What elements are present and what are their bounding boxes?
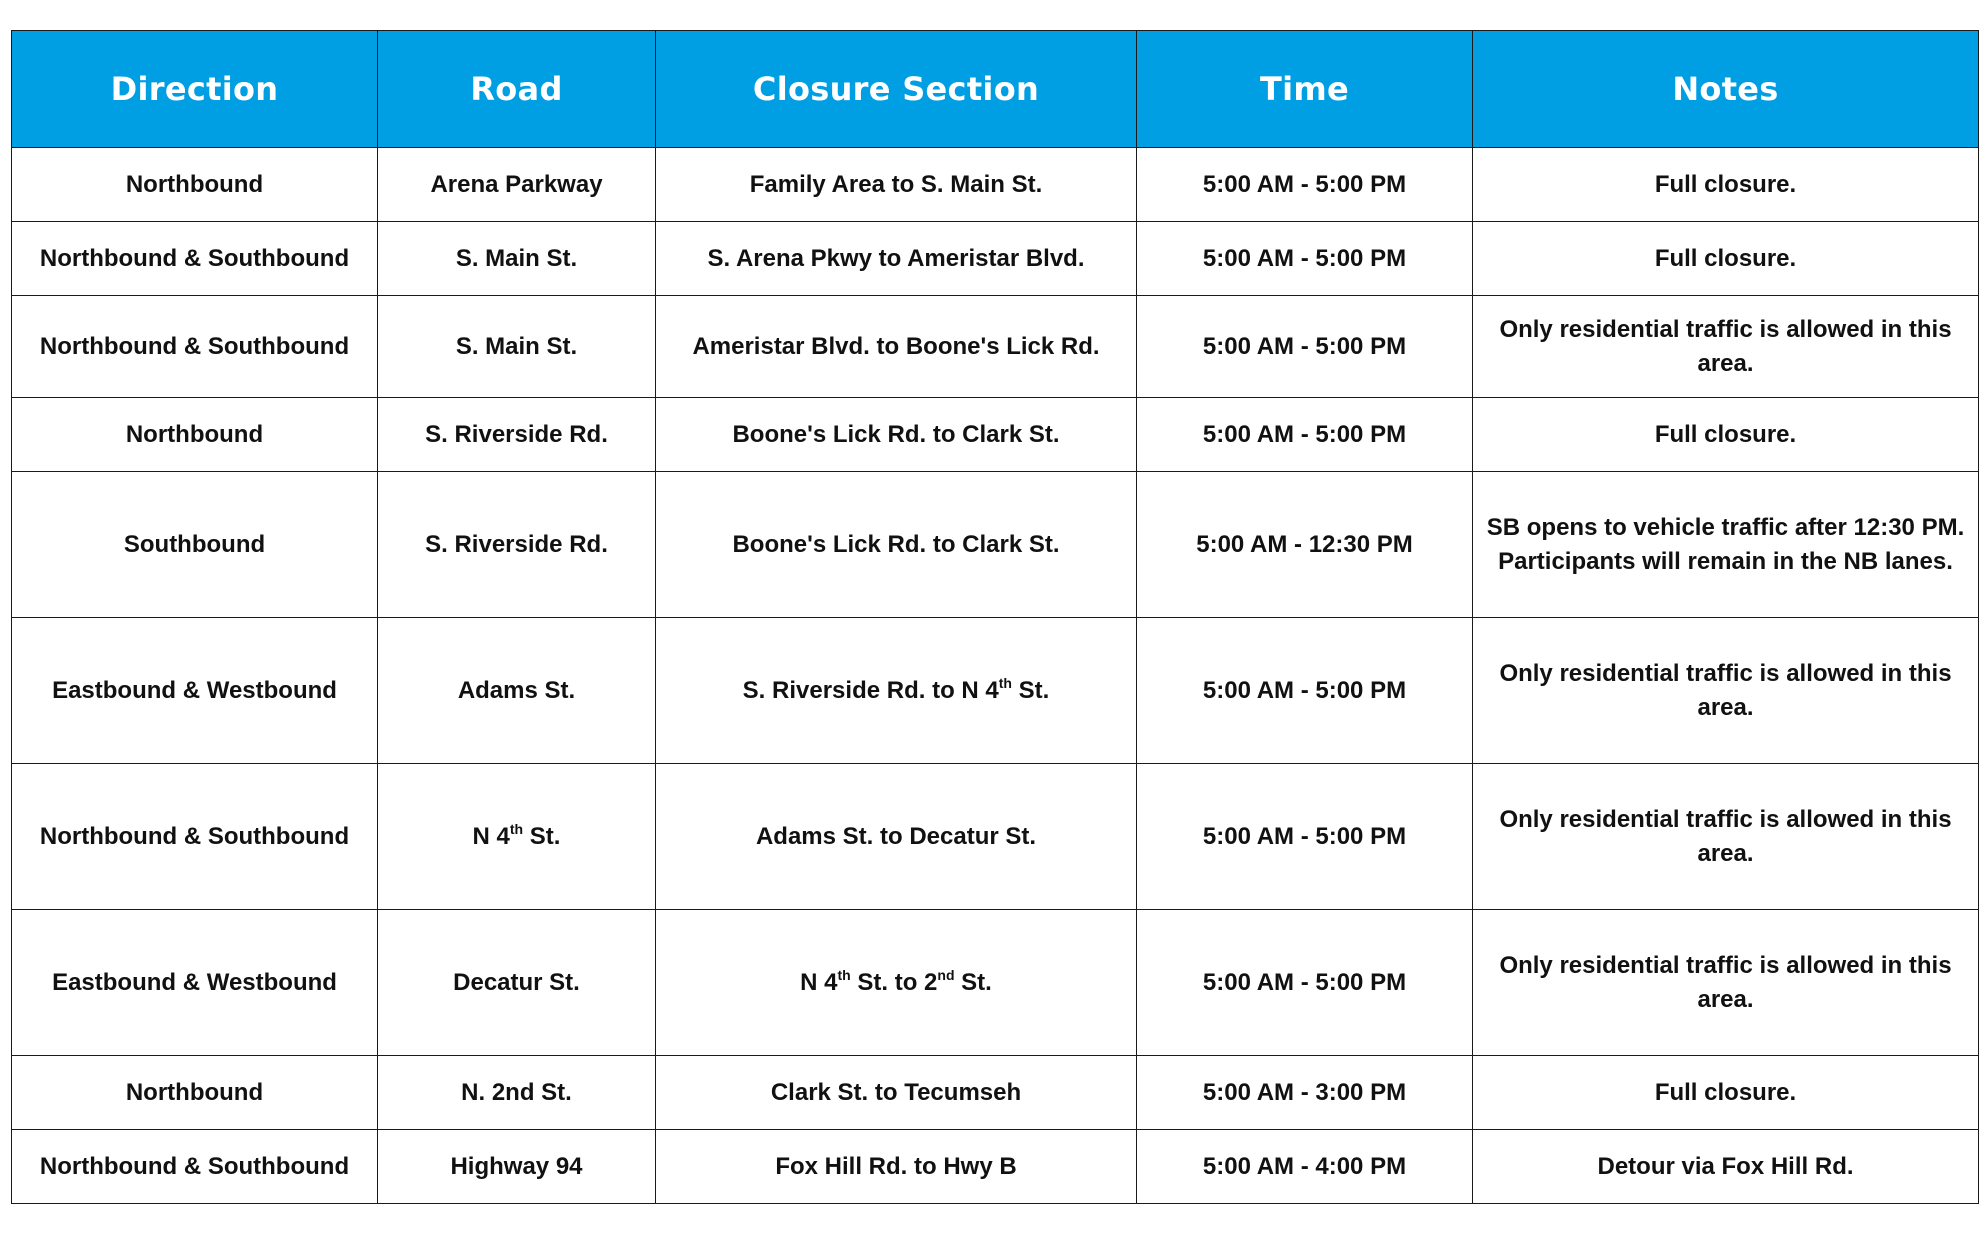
closure-section-cell xyxy=(656,910,1137,1056)
road-text: S. Riverside Rd. xyxy=(425,530,608,558)
table-body xyxy=(12,148,1979,1204)
closure-section-text: St. xyxy=(1011,676,1050,704)
direction-cell xyxy=(12,148,378,222)
direction-cell xyxy=(12,764,378,910)
road-text: S. Riverside Rd. xyxy=(425,420,608,448)
notes-line: Only residential traffic is allowed in this xyxy=(1499,805,1952,833)
direction-cell xyxy=(12,296,378,398)
closure-section-cell xyxy=(656,1056,1137,1130)
header-road: Road xyxy=(378,31,656,148)
header-notes: Notes xyxy=(1473,31,1979,148)
closure-section-cell xyxy=(656,1130,1137,1204)
time-text: 5:00 AM - 5:00 PM xyxy=(1202,676,1407,704)
time-text: 5:00 AM - 5:00 PM xyxy=(1202,420,1407,448)
closure-section-cell xyxy=(656,296,1137,398)
notes-line: Only residential traffic is allowed in this xyxy=(1499,951,1952,979)
direction-cell xyxy=(12,398,378,472)
table-row xyxy=(12,148,1979,222)
closure-section-text: Adams St. to Decatur St. xyxy=(755,822,1037,850)
road-cell xyxy=(378,1130,656,1204)
road-text: S. Main St. xyxy=(455,244,578,272)
direction-cell xyxy=(12,618,378,764)
time-text: 5:00 AM - 5:00 PM xyxy=(1202,332,1407,360)
time-text: 5:00 AM - 5:00 PM xyxy=(1202,822,1407,850)
road-cell xyxy=(378,398,656,472)
direction-cell xyxy=(12,1056,378,1130)
closure-section-text: N 4 xyxy=(800,968,838,996)
closure-section-text: Ameristar Blvd. to Boone's Lick Rd. xyxy=(692,332,1100,360)
road-text: N 4 xyxy=(472,822,510,850)
road-text-suffix: St. xyxy=(523,822,561,850)
table-row xyxy=(12,222,1979,296)
time-cell xyxy=(1137,398,1473,472)
time-cell xyxy=(1137,472,1473,618)
road-text: Highway 94 xyxy=(450,1152,583,1180)
notes-cell xyxy=(1473,296,1979,398)
time-text: 5:00 AM - 5:00 PM xyxy=(1202,968,1407,996)
closure-section-text: St. xyxy=(954,968,992,996)
header-closure-section: Closure Section xyxy=(656,31,1137,148)
road-cell xyxy=(378,222,656,296)
notes-line: area. xyxy=(1697,985,1754,1013)
direction-cell xyxy=(12,910,378,1056)
notes-cell xyxy=(1473,398,1979,472)
notes-line: SB opens to vehicle traffic after 12:30 PM. xyxy=(1486,513,1965,541)
table-row xyxy=(12,296,1979,398)
direction-text: Eastbound & Westbound xyxy=(52,968,337,996)
notes-line: area. xyxy=(1697,839,1754,867)
notes-line: Only residential traffic is allowed in this xyxy=(1499,315,1952,343)
closure-section-text: S. Riverside Rd. to N 4 xyxy=(742,676,999,704)
notes-line: Detour via Fox Hill Rd. xyxy=(1597,1152,1854,1180)
road-cell xyxy=(378,296,656,398)
notes-line: area. xyxy=(1697,693,1754,721)
closure-section-text: S. Arena Pkwy to Ameristar Blvd. xyxy=(707,244,1085,272)
closure-section-text: Boone's Lick Rd. to Clark St. xyxy=(732,530,1060,558)
direction-cell xyxy=(12,1130,378,1204)
time-text: 5:00 AM - 4:00 PM xyxy=(1202,1152,1407,1180)
road-cell xyxy=(378,910,656,1056)
direction-text: Northbound & Southbound xyxy=(39,1152,350,1180)
time-cell xyxy=(1137,618,1473,764)
road-text: S. Main St. xyxy=(455,332,578,360)
notes-cell xyxy=(1473,764,1979,910)
time-cell xyxy=(1137,910,1473,1056)
direction-text: Eastbound & Westbound xyxy=(52,676,337,704)
notes-cell xyxy=(1473,618,1979,764)
table-row xyxy=(12,764,1979,910)
time-cell xyxy=(1137,222,1473,296)
time-cell xyxy=(1137,764,1473,910)
time-cell xyxy=(1137,296,1473,398)
direction-text: Southbound xyxy=(123,530,266,558)
direction-cell xyxy=(12,472,378,618)
notes-cell xyxy=(1473,472,1979,618)
notes-line: area. xyxy=(1697,349,1754,377)
closure-section-cell xyxy=(656,618,1137,764)
time-text: 5:00 AM - 3:00 PM xyxy=(1202,1078,1407,1106)
direction-text: Northbound & Southbound xyxy=(39,332,350,360)
notes-cell xyxy=(1473,148,1979,222)
table-row xyxy=(12,910,1979,1056)
notes-cell xyxy=(1473,910,1979,1056)
table-row xyxy=(12,618,1979,764)
notes-line: Full closure. xyxy=(1654,244,1797,272)
road-cell xyxy=(378,618,656,764)
time-cell xyxy=(1137,1056,1473,1130)
notes-line: Full closure. xyxy=(1654,420,1797,448)
time-cell xyxy=(1137,1130,1473,1204)
road-text: Decatur St. xyxy=(453,968,580,996)
direction-text: Northbound & Southbound xyxy=(39,244,350,272)
direction-text: Northbound & Southbound xyxy=(39,822,350,850)
road-cell xyxy=(378,1056,656,1130)
notes-cell xyxy=(1473,1056,1979,1130)
time-text: 5:00 AM - 5:00 PM xyxy=(1202,244,1407,272)
time-text: 5:00 AM - 12:30 PM xyxy=(1196,530,1413,558)
header-row xyxy=(12,31,1979,148)
table-row xyxy=(12,1130,1979,1204)
closure-section-cell xyxy=(656,764,1137,910)
time-cell xyxy=(1137,148,1473,222)
time-text: 5:00 AM - 5:00 PM xyxy=(1202,170,1407,198)
closure-section-cell xyxy=(656,398,1137,472)
notes-line: Participants will remain in the NB lanes. xyxy=(1498,547,1953,575)
ordinal-suffix: nd xyxy=(937,966,955,983)
road-closure-table xyxy=(11,30,1979,1204)
closure-section-cell xyxy=(656,472,1137,618)
road-text: Arena Parkway xyxy=(430,170,603,198)
header-time: Time xyxy=(1137,31,1473,148)
header-direction: Direction xyxy=(12,31,378,148)
direction-text: Northbound xyxy=(125,1078,264,1106)
closure-section-cell xyxy=(656,222,1137,296)
road-cell xyxy=(378,764,656,910)
direction-text: Northbound xyxy=(125,170,264,198)
notes-cell xyxy=(1473,222,1979,296)
road-text: Adams St. xyxy=(457,676,576,704)
notes-line: Full closure. xyxy=(1654,1078,1797,1106)
notes-line: Full closure. xyxy=(1654,170,1797,198)
closure-section-text: St. to 2 xyxy=(850,968,938,996)
direction-text: Northbound xyxy=(125,420,264,448)
ordinal-suffix: th xyxy=(837,966,851,983)
closure-section-cell xyxy=(656,148,1137,222)
road-cell xyxy=(378,148,656,222)
notes-cell xyxy=(1473,1130,1979,1204)
closure-section-text: Clark St. to Tecumseh xyxy=(770,1078,1022,1106)
direction-cell xyxy=(12,222,378,296)
road-cell xyxy=(378,472,656,618)
closure-section-text: Fox Hill Rd. to Hwy B xyxy=(775,1152,1017,1180)
table-row xyxy=(12,1056,1979,1130)
closure-section-text: Family Area to S. Main St. xyxy=(749,170,1043,198)
table-row xyxy=(12,472,1979,618)
notes-line: Only residential traffic is allowed in this xyxy=(1499,659,1952,687)
road-ordinal-suffix: th xyxy=(509,820,524,837)
road-text: N. 2nd St. xyxy=(461,1078,572,1106)
closure-section-text: Boone's Lick Rd. to Clark St. xyxy=(732,420,1060,448)
table-row xyxy=(12,398,1979,472)
ordinal-suffix: th xyxy=(998,674,1012,691)
